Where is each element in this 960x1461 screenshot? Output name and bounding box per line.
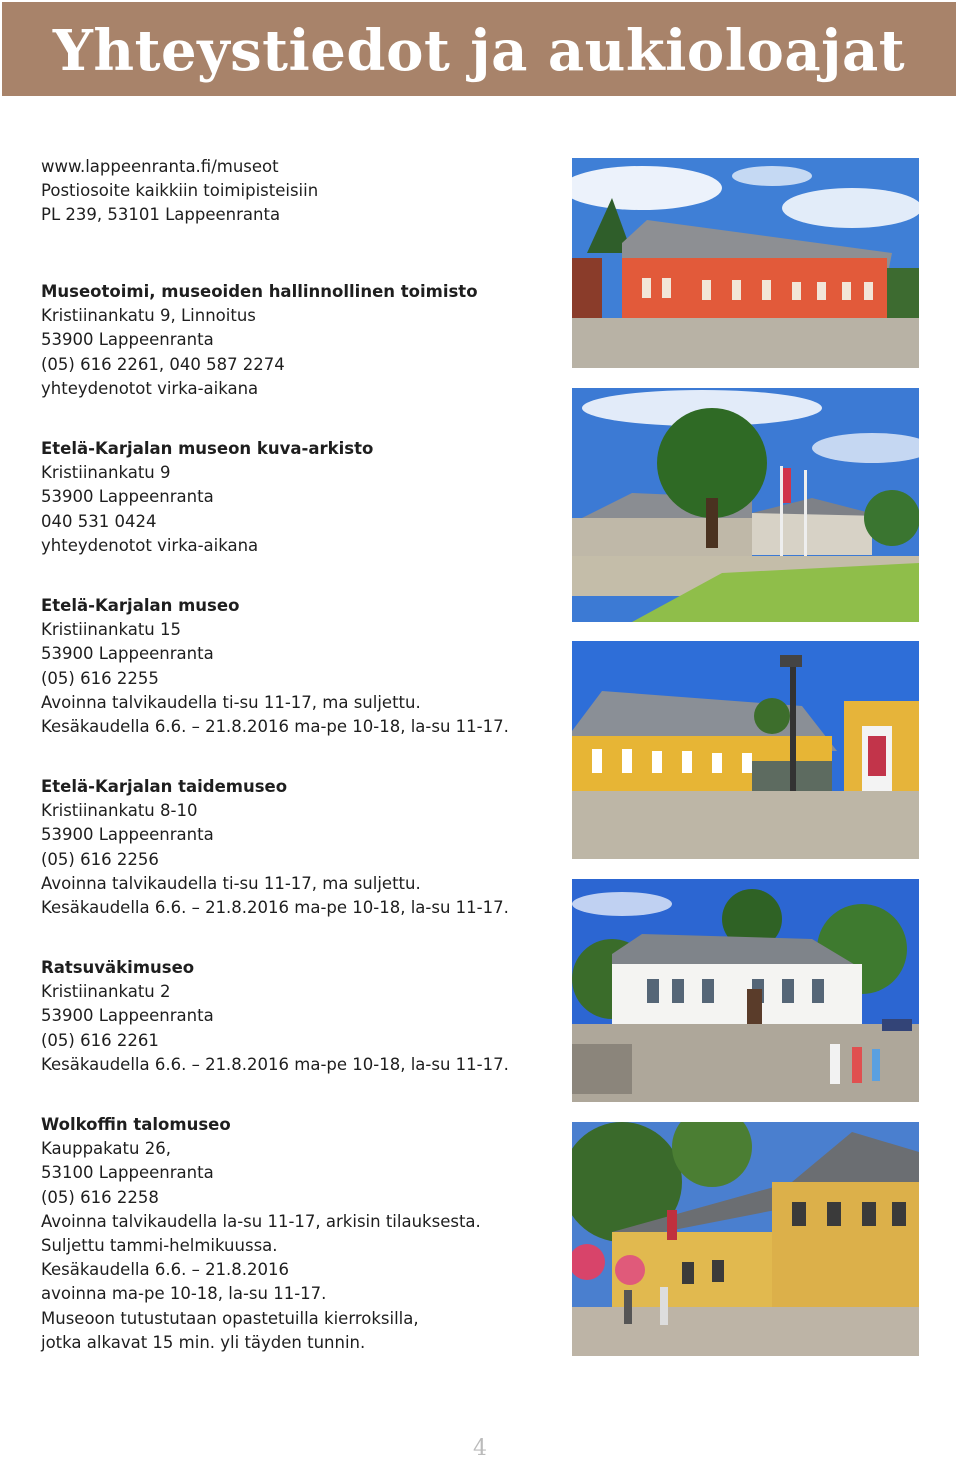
postal-line: 53900 Lappeenranta bbox=[41, 330, 214, 350]
phone-line: (05) 616 2261, 040 587 2274 bbox=[41, 354, 285, 374]
section-title: Etelä-Karjalan museon kuva-arkisto bbox=[41, 439, 374, 458]
section-title: Etelä-Karjalan taidemuseo bbox=[41, 777, 288, 796]
postal-line: 53900 Lappeenranta bbox=[41, 487, 214, 507]
page-title: Yhteystiedot ja aukioloajat bbox=[52, 18, 906, 84]
section-title: Museotoimi, museoiden hallinnollinen toimisto bbox=[41, 282, 478, 301]
hours-line: Kesäkaudella 6.6. – 21.8.2016 ma-pe 10-18, la-su 11-17. bbox=[41, 898, 509, 918]
hours-line: Avoinna talvikaudella la-su 11-17, arkisin tilauksesta. bbox=[41, 1211, 481, 1231]
intro-line: Postiosoite kaikkiin toimipisteisiin bbox=[41, 181, 319, 201]
intro-block bbox=[41, 155, 561, 228]
section-museotoimi bbox=[41, 280, 561, 401]
section-kuva-arkisto bbox=[41, 437, 561, 558]
phone-line: (05) 616 2255 bbox=[41, 668, 159, 688]
section-taidemuseo bbox=[41, 775, 561, 920]
title-banner bbox=[2, 2, 956, 96]
hours-line: Kesäkaudella 6.6. – 21.8.2016 ma-pe 10-18, la-su 11-17. bbox=[41, 1054, 509, 1074]
section-wolkoffin-talomuseo bbox=[41, 1113, 561, 1355]
address-line: Kristiinankatu 15 bbox=[41, 620, 181, 640]
section-ratsuvakimuseo bbox=[41, 956, 561, 1077]
section-etela-karjalan-museo bbox=[41, 594, 561, 739]
postal-line: 53100 Lappeenranta bbox=[41, 1163, 214, 1183]
section-title: Wolkoffin talomuseo bbox=[41, 1115, 231, 1134]
photo-yellow-museum bbox=[572, 641, 919, 859]
address-line: Kristiinankatu 2 bbox=[41, 982, 171, 1002]
address-line: Kristiinankatu 8-10 bbox=[41, 801, 198, 821]
info-line: Museoon tutustutaan opastetuilla kierroksilla, bbox=[41, 1308, 419, 1328]
postal-line: 53900 Lappeenranta bbox=[41, 1006, 214, 1026]
hours-line: Avoinna talvikaudella ti-su 11-17, ma suljettu. bbox=[41, 692, 421, 712]
hours-line: Suljettu tammi-helmikuussa. bbox=[41, 1236, 278, 1256]
address-line: Kauppakatu 26, bbox=[41, 1139, 171, 1159]
hours-line: avoinna ma-pe 10-18, la-su 11-17. bbox=[41, 1284, 327, 1304]
info-line: yhteydenotot virka-aikana bbox=[41, 378, 259, 398]
phone-line: 040 531 0424 bbox=[41, 511, 157, 531]
hours-line: Avoinna talvikaudella ti-su 11-17, ma suljettu. bbox=[41, 873, 421, 893]
intro-line: PL 239, 53101 Lappeenranta bbox=[41, 205, 281, 225]
postal-line: 53900 Lappeenranta bbox=[41, 825, 214, 845]
section-title: Etelä-Karjalan museo bbox=[41, 596, 240, 615]
photo-red-building bbox=[572, 158, 919, 368]
phone-line: (05) 616 2261 bbox=[41, 1030, 159, 1050]
photo-stone-museum bbox=[572, 388, 919, 622]
section-title: Ratsuväkimuseo bbox=[41, 958, 195, 977]
address-line: Kristiinankatu 9 bbox=[41, 463, 171, 483]
phone-line: (05) 616 2258 bbox=[41, 1187, 159, 1207]
address-line: Kristiinankatu 9, Linnoitus bbox=[41, 306, 256, 326]
info-line: jotka alkavat 15 min. yli täyden tunnin. bbox=[41, 1332, 366, 1352]
hours-line: Kesäkaudella 6.6. – 21.8.2016 bbox=[41, 1260, 290, 1280]
photo-white-building bbox=[572, 879, 919, 1102]
website-link[interactable]: www.lappeenranta.fi/museot bbox=[41, 157, 279, 176]
postal-line: 53900 Lappeenranta bbox=[41, 644, 214, 664]
photo-wolkoff-house bbox=[572, 1122, 919, 1356]
phone-line: (05) 616 2256 bbox=[41, 849, 159, 869]
info-line: yhteydenotot virka-aikana bbox=[41, 535, 259, 555]
hours-line: Kesäkaudella 6.6. – 21.8.2016 ma-pe 10-18, la-su 11-17. bbox=[41, 717, 509, 737]
page-number: 4 bbox=[473, 1436, 487, 1461]
